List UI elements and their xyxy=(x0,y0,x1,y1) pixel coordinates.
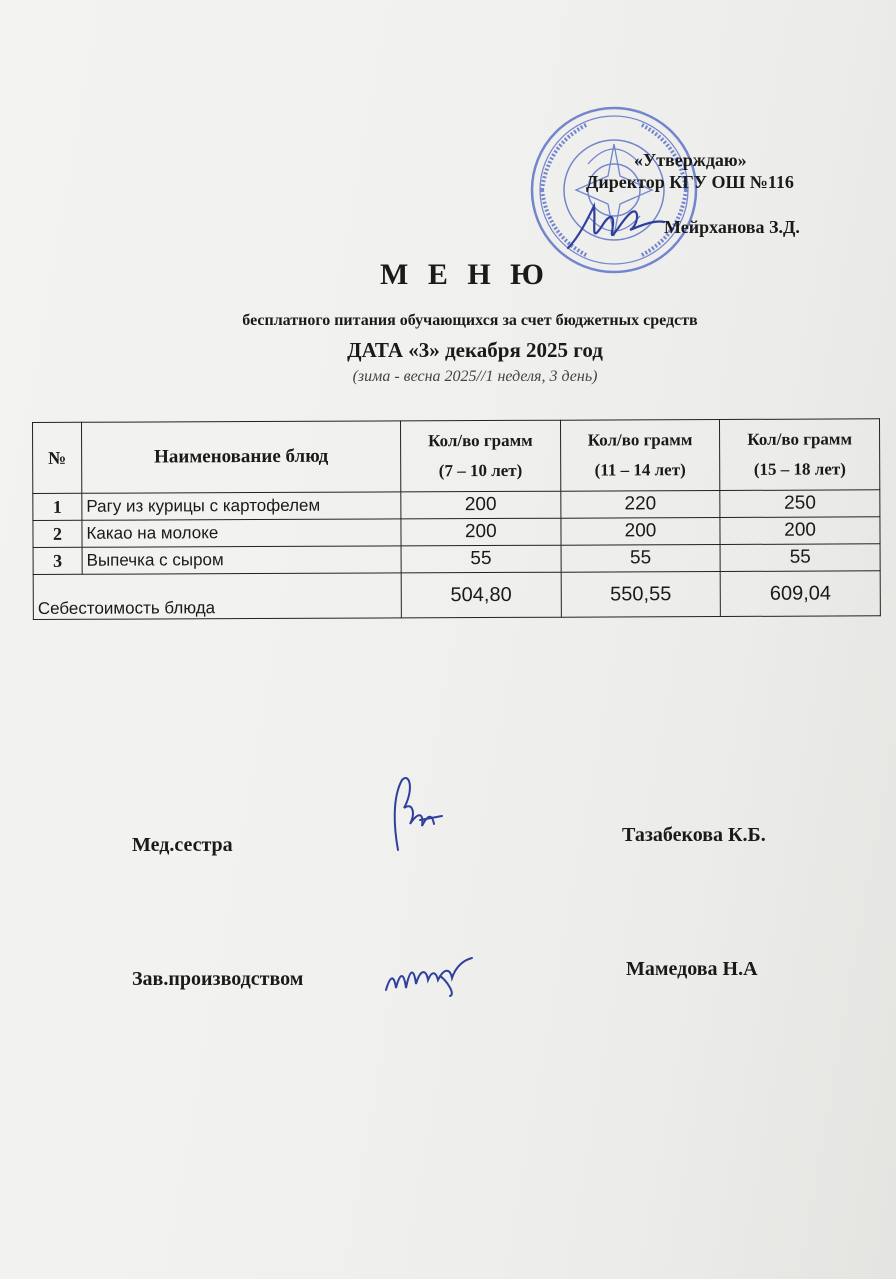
grams-7-10: 55 xyxy=(401,545,561,573)
cost-11-14: 550,55 xyxy=(561,571,721,617)
grams-7-10: 200 xyxy=(401,518,561,546)
grams-15-18: 200 xyxy=(720,517,880,545)
header-age-range: (7 – 10 лет) xyxy=(438,460,523,481)
row-number: 2 xyxy=(33,520,82,547)
approve-label: «Утверждаю» xyxy=(634,150,747,170)
table-row xyxy=(33,490,880,521)
cost-row xyxy=(33,571,880,620)
header-grams-label: Кол/во грамм xyxy=(428,430,533,451)
menu-table xyxy=(32,418,881,620)
cost-15-18: 609,04 xyxy=(720,571,880,617)
director-name: Мейрханова З.Д. xyxy=(664,217,800,237)
header-age-range: (15 – 18 лет) xyxy=(753,459,846,479)
grams-11-14: 55 xyxy=(561,544,721,572)
grams-11-14: 200 xyxy=(561,517,721,545)
header-grams-11-14 xyxy=(560,419,720,491)
director-position: Директор КГУ ОШ №116 xyxy=(586,172,794,192)
dish-name: Рагу из курицы с картофелем xyxy=(82,492,401,520)
nurse-role: Мед.сестра xyxy=(132,834,233,856)
dish-name: Какао на молоке xyxy=(82,519,401,547)
manager-signature xyxy=(380,950,480,1000)
cost-label: Себестоимость блюда xyxy=(33,573,401,620)
header-grams-label: Кол/во грамм xyxy=(587,430,693,450)
header-grams-label: Кол/во грамм xyxy=(747,429,853,449)
page-title: М Е Н Ю xyxy=(380,258,550,291)
header-age-range: (11 – 14 лет) xyxy=(594,460,686,480)
grams-15-18: 250 xyxy=(720,490,880,518)
menu-date: ДАТА «3» декабря 2025 год xyxy=(347,338,603,362)
table-row xyxy=(33,517,880,548)
director-signature xyxy=(560,196,670,260)
dish-name: Выпечка с сыром xyxy=(82,546,401,574)
header-grams-7-10 xyxy=(400,420,560,492)
row-number: 1 xyxy=(33,493,82,520)
row-number: 3 xyxy=(33,547,82,574)
nurse-name: Тазабекова К.Б. xyxy=(622,824,766,846)
grams-7-10: 200 xyxy=(401,491,561,519)
header-dish-name: Наименование блюд xyxy=(82,421,401,493)
header-grams-15-18 xyxy=(720,419,880,491)
manager-name: Мамедова Н.А xyxy=(626,958,758,980)
menu-season: (зима - весна 2025//1 неделя, 3 день) xyxy=(352,368,598,385)
page-subtitle: бесплатного питания обучающихся за счет бюджетных средств xyxy=(242,312,698,329)
grams-15-18: 55 xyxy=(720,544,880,572)
table-row xyxy=(33,544,880,575)
cost-7-10: 504,80 xyxy=(401,572,561,618)
table-header-row xyxy=(33,419,880,494)
grams-11-14: 220 xyxy=(560,490,720,518)
manager-role: Зав.производством xyxy=(132,968,304,990)
header-number: № xyxy=(33,422,82,493)
nurse-signature xyxy=(380,768,450,858)
